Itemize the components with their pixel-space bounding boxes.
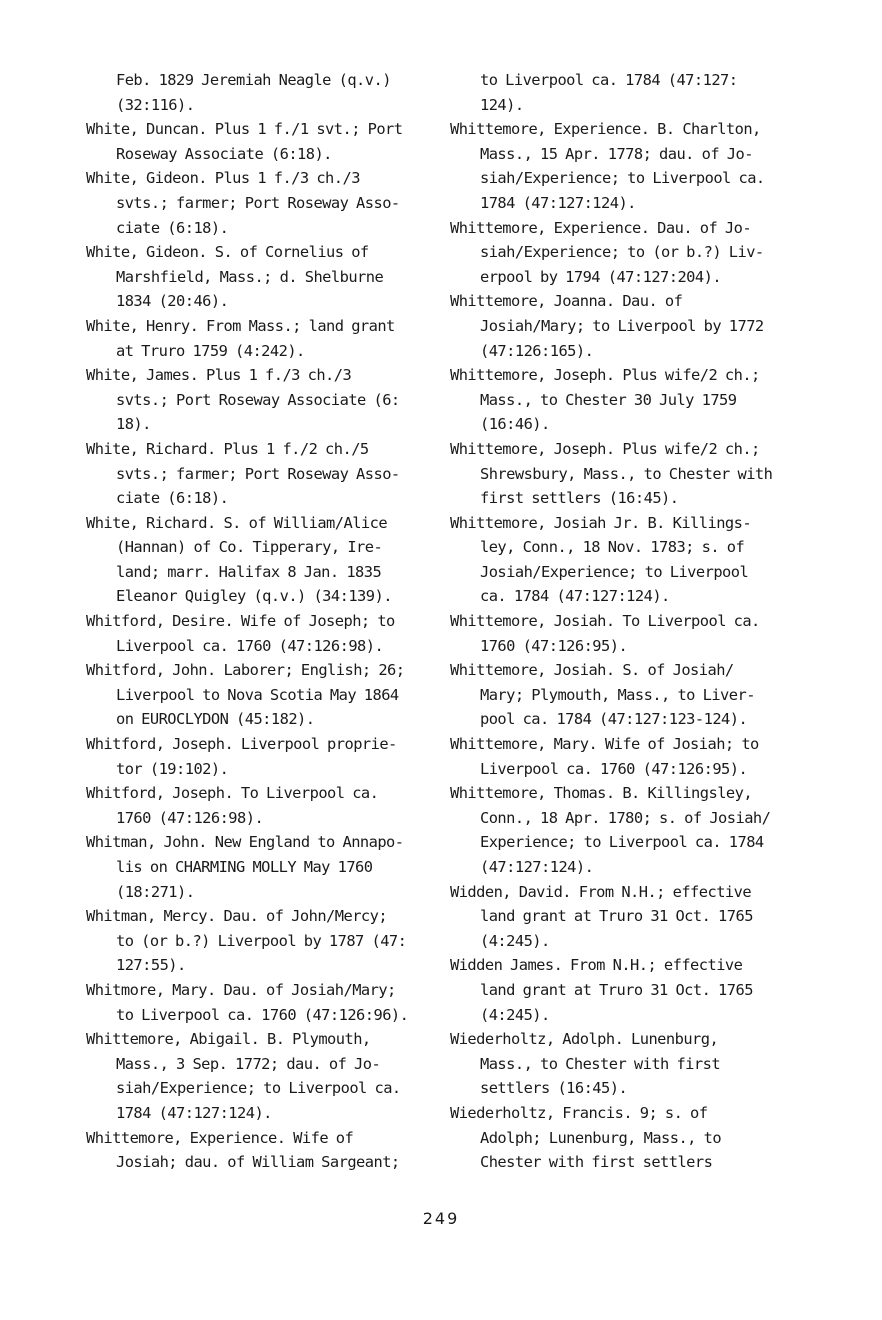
index-entry [450, 953, 800, 1027]
entry-line: Whittemore, Joseph. Plus wife/2 ch.; [450, 366, 760, 385]
entry-line: (32:116). [116, 95, 195, 114]
index-entry [450, 289, 800, 363]
entry-line: Whittemore, Experience. B. Charlton, [450, 120, 761, 139]
entry-line: Mass., 3 Sep. 1772; dau. of Jo- [116, 1054, 381, 1073]
entry-line: Marshfield, Mass.; d. Shelburne [116, 267, 384, 286]
entry-line: pool ca. 1784 (47:127:123-124). [480, 710, 748, 729]
index-entry [86, 1027, 436, 1125]
entry-line: Whittemore, Joanna. Dau. of [450, 292, 683, 311]
entry-line: lis on CHARMING MOLLY May 1760 [116, 858, 373, 876]
index-entry [450, 609, 800, 658]
entry-line: first settlers (16:45). [480, 489, 679, 508]
index-entry [86, 240, 436, 314]
entry-line: Whitford, Joseph. Liverpool proprie- [86, 735, 397, 754]
entry-line: Mass., to Chester with first [480, 1054, 721, 1073]
entry-line: ciate (6:18). [116, 489, 229, 508]
entry-line: White, James. Plus 1 f./3 ch./3 [86, 366, 352, 385]
entry-line: 1784 (47:127:124). [480, 193, 636, 212]
entry-line: land grant at Truro 31 Oct. 1765 [480, 907, 753, 926]
entry-line: White, Richard. Plus 1 f./2 ch./5 [86, 439, 369, 458]
entry-line: Whittemore, Mary. Wife of Josiah; to [450, 735, 759, 754]
entry-line: Whittemore, Josiah. To Liverpool ca. [450, 612, 760, 631]
entry-line: 1760 (47:126:98). [116, 808, 264, 827]
page-number: 249 [422, 1209, 460, 1228]
entry-line: (47:127:124). [480, 858, 594, 876]
entry-line: ca. 1784 (47:127:124). [480, 587, 670, 606]
entry-line: Whittemore, Joseph. Plus wife/2 ch.; [450, 439, 760, 458]
entry-line: White, Richard. S. of William/Alice [86, 513, 388, 532]
index-entry [450, 781, 800, 879]
index-entry [450, 658, 800, 732]
entry-line: Whittemore, Josiah. S. of Josiah/ [450, 661, 734, 680]
entry-line: Experience; to Liverpool ca. 1784 [480, 833, 764, 852]
index-entry [86, 830, 436, 904]
entry-line: 1834 (20:46). [116, 292, 229, 311]
entry-line: Whitford, Joseph. To Liverpool ca. [86, 784, 379, 803]
entry-line: Shrewsbury, Mass., to Chester with [480, 464, 773, 483]
entry-line: Whitmore, Mary. Dau. of Josiah/Mary; [86, 980, 396, 999]
entry-line: ciate (6:18). [116, 218, 229, 237]
entry-line: Mass., to Chester 30 July 1759 [480, 390, 737, 409]
entry-line: siah/Experience; to (or b.?) Liv- [480, 243, 764, 262]
entry-line: Whittemore, Thomas. B. Killingsley, [450, 784, 753, 803]
entry-line: erpool by 1794 (47:127:204). [480, 267, 722, 286]
entry-line: Mary; Plymouth, Mass., to Liver- [480, 685, 755, 704]
index-entry [450, 216, 800, 290]
entry-line: land; marr. Halifax 8 Jan. 1835 [116, 562, 382, 581]
entry-line: to Liverpool ca. 1760 (47:126:96). [116, 1005, 409, 1024]
entry-line: to (or b.?) Liverpool by 1787 (47: [116, 931, 407, 950]
entry-continuation [450, 68, 800, 117]
entry-line: on EUROCLYDON (45:182). [116, 710, 315, 729]
entry-line: Josiah/Experience; to Liverpool [480, 562, 749, 581]
entry-line: Whitman, Mercy. Dau. of John/Mercy; [86, 907, 388, 926]
entry-line: (18:271). [116, 882, 195, 901]
entry-line: (4:245). [480, 931, 550, 950]
index-entry [450, 511, 800, 609]
entry-line: siah/Experience; to Liverpool ca. [116, 1079, 401, 1098]
right-column [450, 68, 800, 1175]
entry-line: tor (19:102). [116, 759, 229, 778]
entry-line: ley, Conn., 18 Nov. 1783; s. of [480, 538, 745, 557]
entry-line: Whittemore, Josiah Jr. B. Killings- [450, 513, 752, 532]
index-entry [86, 117, 436, 166]
entry-line: svts.; farmer; Port Roseway Asso- [116, 464, 400, 483]
entry-line: 1760 (47:126:95). [480, 636, 628, 655]
entry-line: (Hannan) of Co. Tipperary, Ire- [116, 538, 383, 557]
index-entry [86, 609, 436, 658]
entry-line: Wiederholtz, Adolph. Lunenburg, [450, 1030, 719, 1049]
entry-line: Josiah; dau. of William Sargeant; [116, 1153, 400, 1172]
index-entry [86, 904, 436, 978]
entry-line: Liverpool ca. 1760 (47:126:98). [116, 636, 384, 655]
index-entry [450, 363, 800, 437]
entry-line: Liverpool to Nova Scotia May 1864 [116, 685, 399, 704]
index-entry [450, 880, 800, 954]
index-entry [86, 658, 436, 732]
entry-line: Roseway Associate (6:18). [116, 144, 332, 163]
entry-line: Whittemore, Experience. Wife of [86, 1128, 354, 1147]
index-entry [86, 1126, 436, 1175]
entry-line: Whitman, John. New England to Annapo- [86, 833, 404, 852]
index-entry [86, 166, 436, 240]
entry-line: Whitford, Desire. Wife of Joseph; to [86, 612, 395, 631]
left-column [86, 68, 436, 1175]
entry-line: land grant at Truro 31 Oct. 1765 [480, 980, 753, 999]
index-entry [86, 511, 436, 609]
index-entry [450, 437, 800, 511]
entry-line: 127:55). [116, 956, 186, 975]
entry-line: Feb. 1829 Jeremiah Neagle (q.v.) [116, 71, 391, 89]
entry-line: Adolph; Lunenburg, Mass., to [480, 1128, 722, 1147]
entry-line: Whittemore, Abigail. B. Plymouth, [86, 1030, 371, 1049]
index-entry [450, 732, 800, 781]
entry-line: (4:245). [480, 1005, 550, 1024]
entry-line: Whitford, John. Laborer; English; 26; [86, 661, 405, 680]
index-entry [450, 1101, 800, 1175]
entry-line: svts.; farmer; Port Roseway Asso- [116, 193, 400, 212]
index-entry [86, 781, 436, 830]
index-entry [450, 1027, 800, 1101]
entry-line: 1784 (47:127:124). [116, 1103, 272, 1122]
entry-line: 18). [116, 415, 151, 434]
entry-line: 124). [480, 95, 524, 114]
index-entry [86, 437, 436, 511]
entry-line: settlers (16:45). [480, 1079, 628, 1098]
index-entry [86, 363, 436, 437]
entry-line: Eleanor Quigley (q.v.) (34:139). [116, 587, 392, 606]
index-entry [86, 978, 436, 1027]
entry-line: to Liverpool ca. 1784 (47:127: [480, 71, 738, 89]
entry-line: White, Henry. From Mass.; land grant [86, 316, 395, 335]
entry-line: at Truro 1759 (4:242). [116, 341, 305, 360]
entry-continuation [86, 68, 436, 117]
entry-line: Widden James. From N.H.; effective [450, 956, 743, 975]
index-entry [450, 117, 800, 215]
entry-line: Liverpool ca. 1760 (47:126:95). [480, 759, 748, 778]
entry-line: Mass., 15 Apr. 1778; dau. of Jo- [480, 144, 753, 163]
index-entry [86, 732, 436, 781]
entry-line: Chester with first settlers [480, 1153, 713, 1172]
entry-line: svts.; Port Roseway Associate (6: [116, 390, 400, 409]
entry-line: Whittemore, Experience. Dau. of Jo- [450, 218, 752, 237]
entry-line: White, Duncan. Plus 1 f./1 svt.; Port [86, 120, 403, 139]
entry-line: siah/Experience; to Liverpool ca. [480, 169, 765, 188]
entry-line: White, Gideon. S. of Cornelius of [86, 243, 369, 262]
entry-line: Widden, David. From N.H.; effective [450, 882, 752, 901]
entry-line: Conn., 18 Apr. 1780; s. of Josiah/ [480, 808, 771, 827]
entry-line: Wiederholtz, Francis. 9; s. of [450, 1103, 708, 1122]
index-entry [86, 314, 436, 363]
entry-line: (47:126:165). [480, 341, 594, 360]
entry-line: White, Gideon. Plus 1 f./3 ch./3 [86, 169, 360, 188]
entry-line: Josiah/Mary; to Liverpool by 1772 [480, 316, 764, 335]
entry-line: (16:46). [480, 415, 550, 434]
